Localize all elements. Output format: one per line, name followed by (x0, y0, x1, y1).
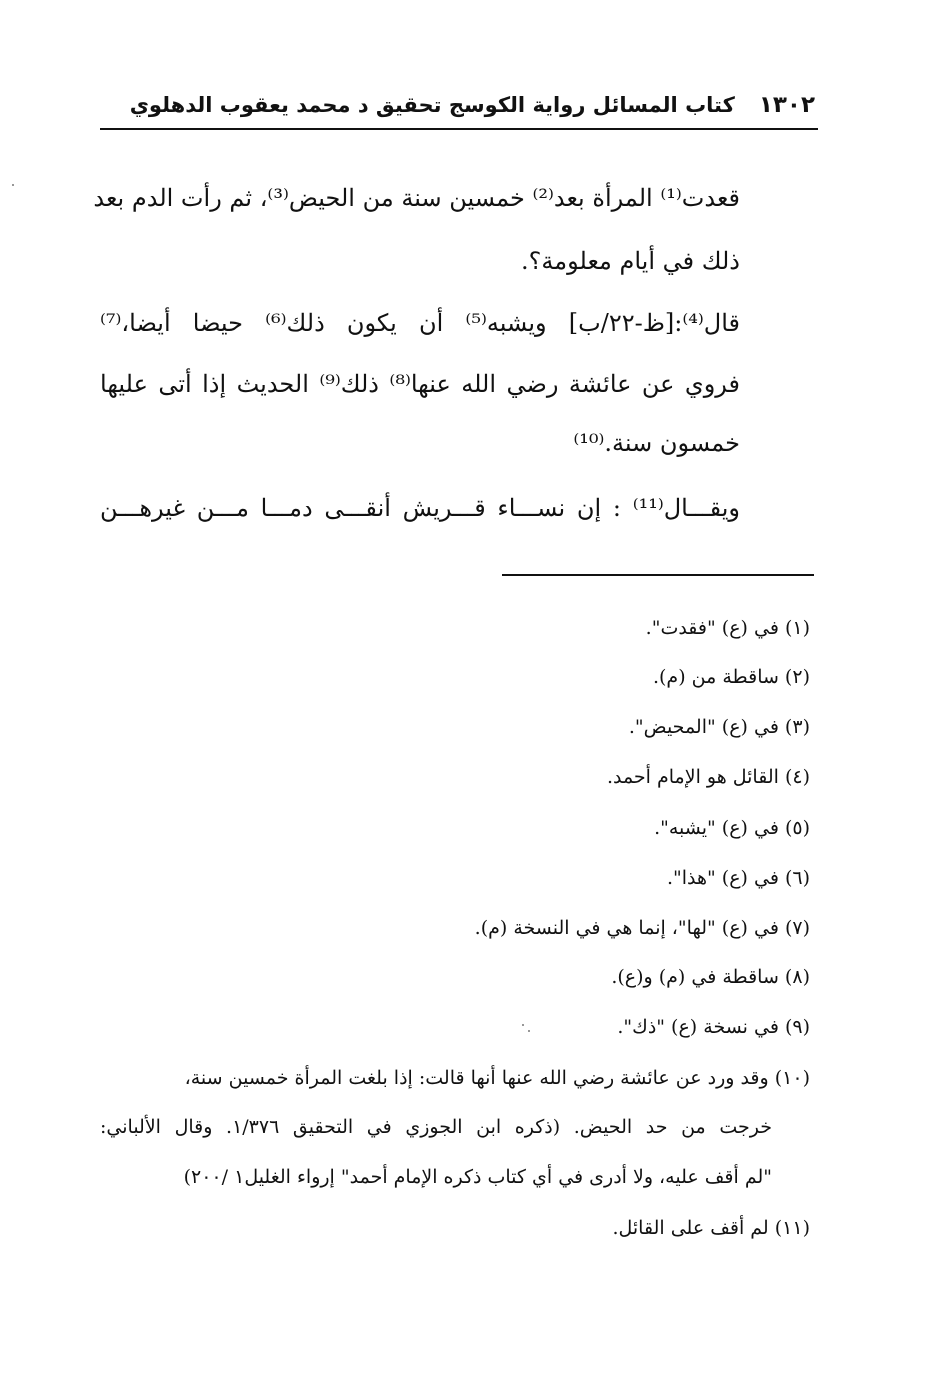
footnote: (٦) في (ع) "هذا". (666, 867, 810, 889)
footnote: (١٠) وقد ورد عن عائشة رضي الله عنها أنها قالت: إذا بلغت المرأة خمسين سنة، (184, 1067, 810, 1089)
body-line: ذلك في أيام معلومة؟. (521, 247, 740, 275)
body-line: قعدت⁽¹⁾ المرأة بعد⁽²⁾ خمسين سنة من الحيض⁽³⁾، ثم رأت الدم بعد (93, 184, 740, 212)
footnote: (٣) في (ع) "المحيض". (628, 716, 810, 738)
footnote: (١١) لم أقف على القائل. (612, 1217, 810, 1239)
body-line: قال⁽⁴⁾:[ظ-٢٢/ب] ويشبه⁽⁵⁾ أن يكون ذلك⁽⁶⁾ حيضا أيضا،⁽⁷⁾ (100, 309, 741, 337)
footnote: (٢) ساقطة من (م). (652, 666, 810, 688)
footnote: (٤) القائل هو الإمام أحمد. (606, 766, 810, 788)
scan-speck (522, 1024, 524, 1026)
footnote: (٧) في (ع) "لها"، إنما هي في النسخة (م). (474, 917, 810, 939)
running-title: كتاب المسائل رواية الكوسج تحقيق د محمد يعقوب الدهلوي (129, 93, 735, 117)
body-line: ويقـــال⁽¹¹⁾ : إن نســـاء قـــريش أنقـــى دمـــا مـــن غيرهـــن (100, 494, 740, 522)
body-line: خمسون سنة.⁽¹⁰⁾ (573, 429, 740, 457)
footnote-separator (502, 574, 814, 576)
footnote-continuation: "لم أقف عليه، ولا أدرى في أي كتاب ذكره الإمام أحمد" إرواء الغليل١ /٢٠٠) (183, 1166, 772, 1188)
footnote: (١) في (ع) "فقدت". (645, 617, 810, 639)
header-rule (100, 128, 818, 130)
scan-speck (12, 184, 14, 186)
scan-speck (528, 1030, 530, 1032)
running-header (100, 84, 815, 126)
body-line: فروي عن عائشة رضي الله عنها⁽⁸⁾ ذلك⁽⁹⁾ الحديث إذا أتى عليها (100, 370, 741, 398)
footnote-continuation: خرجت من حد الحيض. (ذكره ابن الجوزي في التحقيق ١/٣٧٦. وقال الألباني: (100, 1116, 772, 1138)
footnote: (٥) في (ع) "يشبه". (654, 817, 810, 839)
footnote: (٨) ساقطة في (م) و(ع). (611, 966, 810, 988)
page-number: ١٣٠٢ (758, 92, 815, 118)
footnote: (٩) في نسخة (ع) "ذك". (617, 1016, 810, 1038)
